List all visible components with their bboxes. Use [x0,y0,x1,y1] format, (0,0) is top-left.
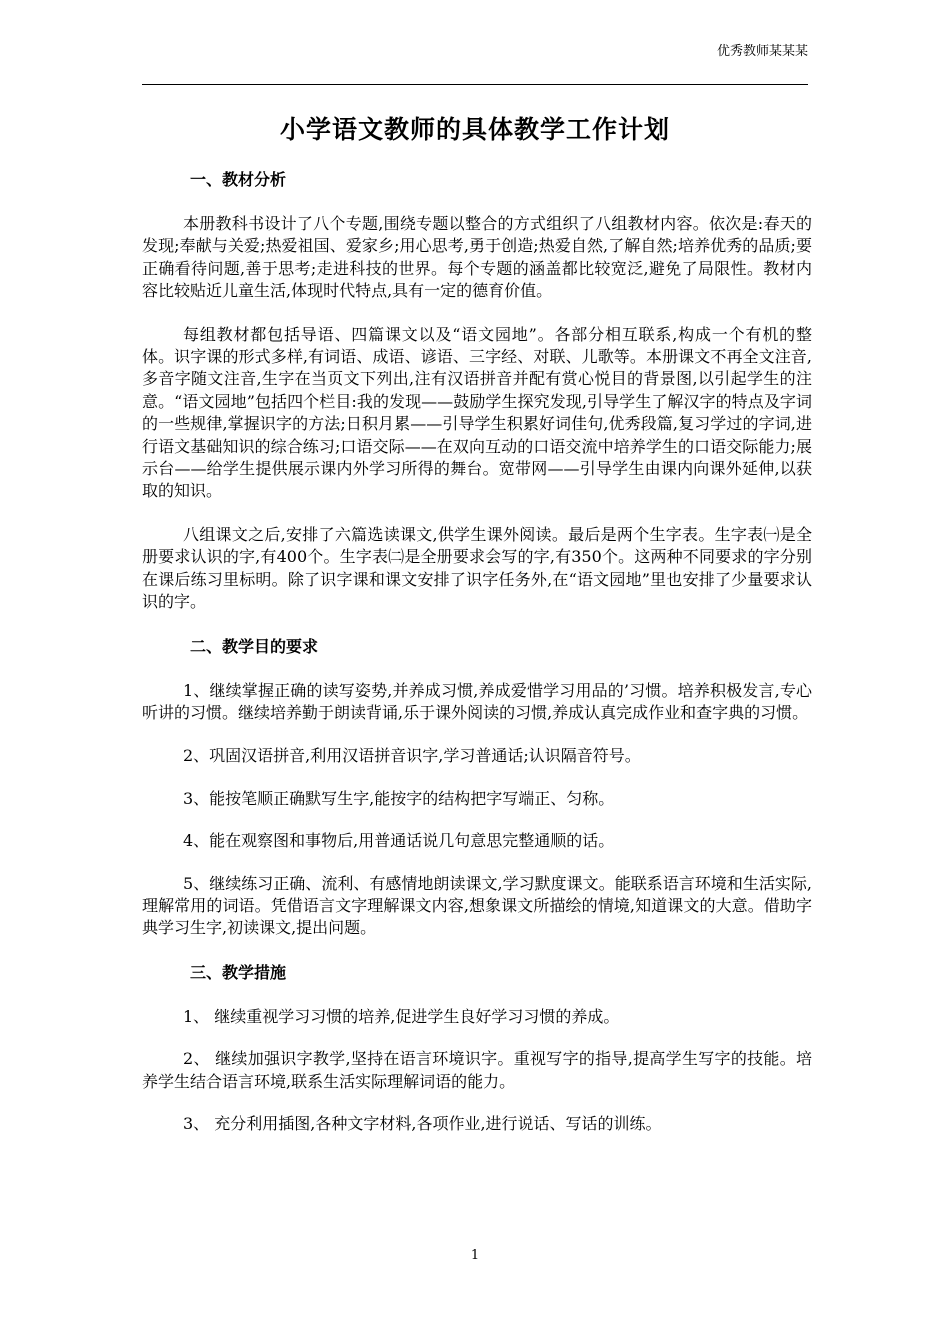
paragraph: 本册教科书设计了八个专题,围绕专题以整合的方式组织了八组教材内容。依次是:春天的发现;奉献与关爱;热爱祖国、爱家乡;用心思考,勇于创造;热爱自然,了解自然;培养优秀的品质;要正确看待问题,善于思考;走进科技的世界。每个专题的涵盖都比较宽泛,避免了局限性。教材内容比较贴近儿童生活,体现时代特点,具有一定的德育价值。 [142,214,812,301]
section-heading: 二、教学目的要求 [190,636,319,656]
paragraph: 八组课文之后,安排了六篇选读课文,供学生课外阅读。最后是两个生字表。生字表㈠是全册要求认识的字,有400个。生字表㈡是全册要求会写的字,有350个。这两种不同要求的字分别在课后练习里标明。除了识字课和课文安排了识字任务外,在“语文园地”里也安排了少量要求认识的字。 [142,524,812,612]
paragraph: 每组教材都包括导语、四篇课文以及“语文园地”。各部分相互联系,构成一个有机的整体。识字课的形式多样,有词语、成语、谚语、三字经、对联、儿歌等。本册课文不再全文注音,多音字随文注音,生字在当页文下列出,注有汉语拼音并配有赏心悦目的背景图,以引起学生的注意。“语文园地”包括四个栏目:我的发现——鼓励学生探究发现,引导学生了解汉字的特点及字词的一些规律,掌握识字的方法;日积月累——引导学生积累好词佳句,优秀段篇,复习学过的字词,进行语文基础知识的综合练习;口语交际——在双向互动的口语交流中培养学生的口语交际能力;展示台——给学生提供展示课内外学习所得的舞台。宽带网——引导学生由课内向课外延伸,以获取的知识。 [142,324,812,501]
paragraph: 1、 继续重视学习习惯的培养,促进学生良好学习习惯的养成。 [183,1006,620,1026]
section-heading: 一、教材分析 [190,170,287,189]
paragraph: 3、 充分利用插图,各种文字材料,各项作业,进行说话、写话的训练。 [183,1113,662,1133]
document-title: 小学语文教师的具体教学工作计划 [279,115,670,144]
paragraph: 1、继续掌握正确的读写姿势,并养成习惯,养成爱惜学习用品的’习惯。培养积极发言,专心听讲的习惯。继续培养勤于朗读背诵,乐于课外阅读的习惯,养成认真完成作业和查字典的习惯。 [142,680,812,722]
header-author: 优秀教师某某某 [716,44,808,59]
paragraph: 2、巩固汉语拼音,利用汉语拼音识字,学习普通话;认识隔音符号。 [183,746,641,766]
paragraph: 3、能按笔顺正确默写生字,能按字的结构把字写端正、匀称。 [183,788,615,808]
paragraph: 5、继续练习正确、流利、有感情地朗读课文,学习默度课文。能联系语言环境和生活实际,理解常用的词语。凭借语言文字理解课文内容,想象课文所描绘的情境,知道课文的大意。借助字典学习生字,初读课文,提出问题。 [142,873,812,938]
section-heading: 三、教学措施 [190,962,287,982]
header-rule [142,84,808,85]
paragraph: 2、 继续加强识字教学,坚持在语言环境识字。重视写字的指导,提高学生写字的技能。培养学生结合语言环境,联系生活实际理解词语的能力。 [142,1049,812,1091]
page-number: 1 [470,1248,480,1263]
paragraph: 4、能在观察图和事物后,用普通话说几句意思完整通顺的话。 [183,831,615,851]
document-body [142,168,812,1155]
